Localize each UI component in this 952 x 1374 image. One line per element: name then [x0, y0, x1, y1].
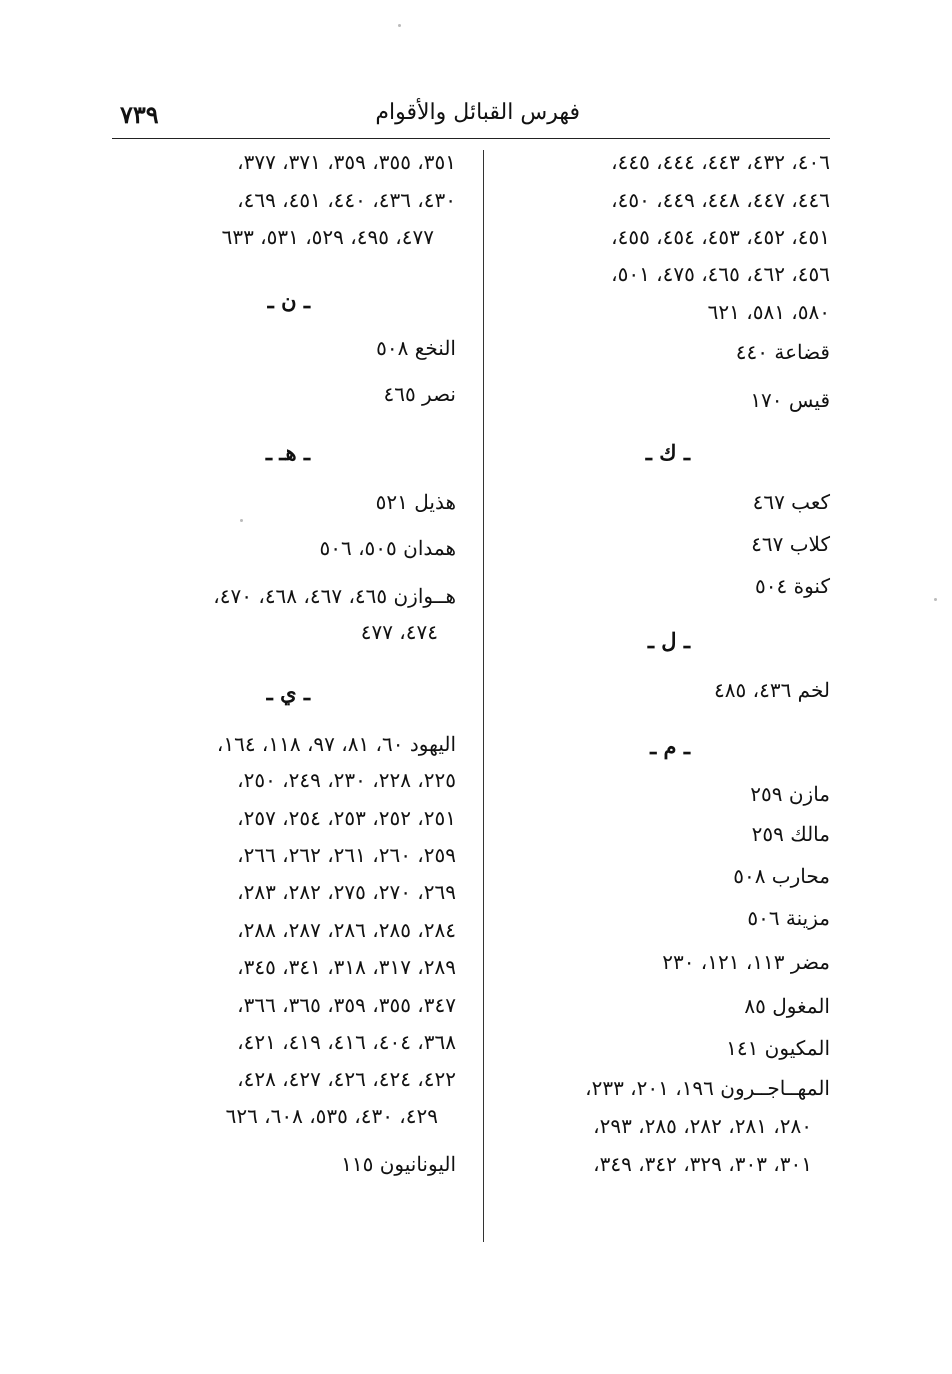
index-line: ٤٣٠، ٤٣٦، ٤٤٠، ٤٥١، ٤٦٩،	[237, 188, 456, 212]
index-line: ٣٦٨، ٤٠٤، ٤١٦، ٤١٩، ٤٢١،	[237, 1030, 456, 1054]
page-title: فهرس القبائل والأقوام	[375, 100, 580, 125]
index-line: ٢٥٩، ٢٦٠، ٢٦١، ٢٦٢، ٢٦٦،	[237, 843, 456, 867]
section-heading-nun: ـ ن ـ	[267, 288, 310, 313]
section-heading-lam: ـ ل ـ	[647, 628, 690, 653]
index-line: ٢٢٥، ٢٢٨، ٢٣٠، ٢٤٩، ٢٥٠،	[237, 768, 456, 792]
index-entry: كعب ٤٦٧	[752, 490, 830, 514]
index-entry: همدان ٥٠٥، ٥٠٦	[319, 536, 456, 560]
index-line: ٤٢٩، ٤٣٠، ٥٣٥، ٦٠٨، ٦٢٦	[225, 1104, 438, 1128]
index-line: ٢٨٠، ٢٨١، ٢٨٢، ٢٨٥، ٢٩٣،	[593, 1114, 812, 1138]
index-line: ٢٨٩، ٣١٧، ٣١٨، ٣٤١، ٣٤٥،	[237, 955, 456, 979]
index-line: ٤٤٦، ٤٤٧، ٤٤٨، ٤٤٩، ٤٥٠،	[611, 188, 830, 212]
index-line: ٤٢٢، ٤٢٤، ٤٢٦، ٤٢٧، ٤٢٨،	[237, 1067, 456, 1091]
index-entry: كلاب ٤٦٧	[751, 532, 830, 556]
index-entry: مازن ٢٥٩	[750, 782, 830, 806]
index-entry: المغول ٨٥	[744, 994, 830, 1018]
section-heading-ha: ـ هـ ـ	[265, 440, 310, 465]
index-line: ٣٤٧، ٣٥٥، ٣٥٩، ٣٦٥، ٣٦٦،	[237, 993, 456, 1017]
index-entry: قيس ١٧٠	[750, 388, 830, 412]
index-entry: اليهود ٦٠، ٨١، ٩٧، ١١٨، ١٦٤،	[216, 732, 456, 756]
index-line: ٤٠٦، ٤٣٢، ٤٤٣، ٤٤٤، ٤٤٥،	[611, 150, 830, 174]
index-entry: المكيون ١٤١	[726, 1036, 830, 1060]
section-heading-ya: ـ ي ـ	[266, 680, 310, 705]
index-entry: مالك ٢٥٩	[751, 822, 830, 846]
index-column-left	[120, 0, 456, 1374]
index-line: ٢٥١، ٢٥٢، ٢٥٣، ٢٥٤، ٢٥٧،	[237, 806, 456, 830]
index-column-right	[500, 0, 830, 1374]
index-entry: قضاعة ٤٤٠	[735, 340, 830, 364]
index-entry: هــوازن ٤٦٥، ٤٦٧، ٤٦٨، ٤٧٠،	[213, 584, 456, 608]
index-entry: محارب ٥٠٨	[733, 864, 830, 888]
index-line: ٢٦٩، ٢٧٠، ٢٧٥، ٢٨٢، ٢٨٣،	[237, 880, 456, 904]
index-entry: النخع ٥٠٨	[376, 336, 456, 360]
index-line: ٣٠١، ٣٠٣، ٣٢٩، ٣٤٢، ٣٤٩،	[593, 1152, 812, 1176]
index-entry: كنوة ٥٠٤	[755, 574, 830, 598]
index-line: ٥٨٠، ٥٨١، ٦٢١	[707, 300, 830, 324]
index-entry: مزينة ٥٠٦	[747, 906, 830, 930]
scan-speck	[934, 598, 937, 601]
column-divider	[483, 150, 484, 1242]
scan-speck	[398, 24, 401, 27]
index-entry: لخم ٤٣٦، ٤٨٥	[714, 678, 830, 702]
index-entry: مضر ١١٣، ١٢١، ٢٣٠	[662, 950, 830, 974]
index-entry: هذيل ٥٢١	[375, 490, 456, 514]
index-entry: المهــاجــرون ١٩٦، ٢٠١، ٢٣٣،	[585, 1076, 830, 1100]
page-number: ٧٣٩	[120, 100, 159, 129]
index-entry: نصر ٤٦٥	[383, 382, 456, 406]
index-line: ٣٥١، ٣٥٥، ٣٥٩، ٣٧١، ٣٧٧،	[237, 150, 456, 174]
section-heading-mim: ـ م ـ	[650, 734, 690, 759]
scan-speck	[240, 519, 243, 522]
index-line: ٢٨٤، ٢٨٥، ٢٨٦، ٢٨٧، ٢٨٨،	[237, 918, 456, 942]
index-line: ٤٥١، ٤٥٢، ٤٥٣، ٤٥٤، ٤٥٥،	[611, 225, 830, 249]
index-line: ٤٧٧، ٤٩٥، ٥٢٩، ٥٣١، ٦٣٣	[221, 225, 434, 249]
section-heading-kaf: ـ ك ـ	[645, 440, 690, 465]
index-line: ٤٥٦، ٤٦٢، ٤٦٥، ٤٧٥، ٥٠١،	[611, 262, 830, 286]
index-line: ٤٧٤، ٤٧٧	[360, 620, 438, 644]
index-entry: اليونانيون ١١٥	[341, 1152, 456, 1176]
